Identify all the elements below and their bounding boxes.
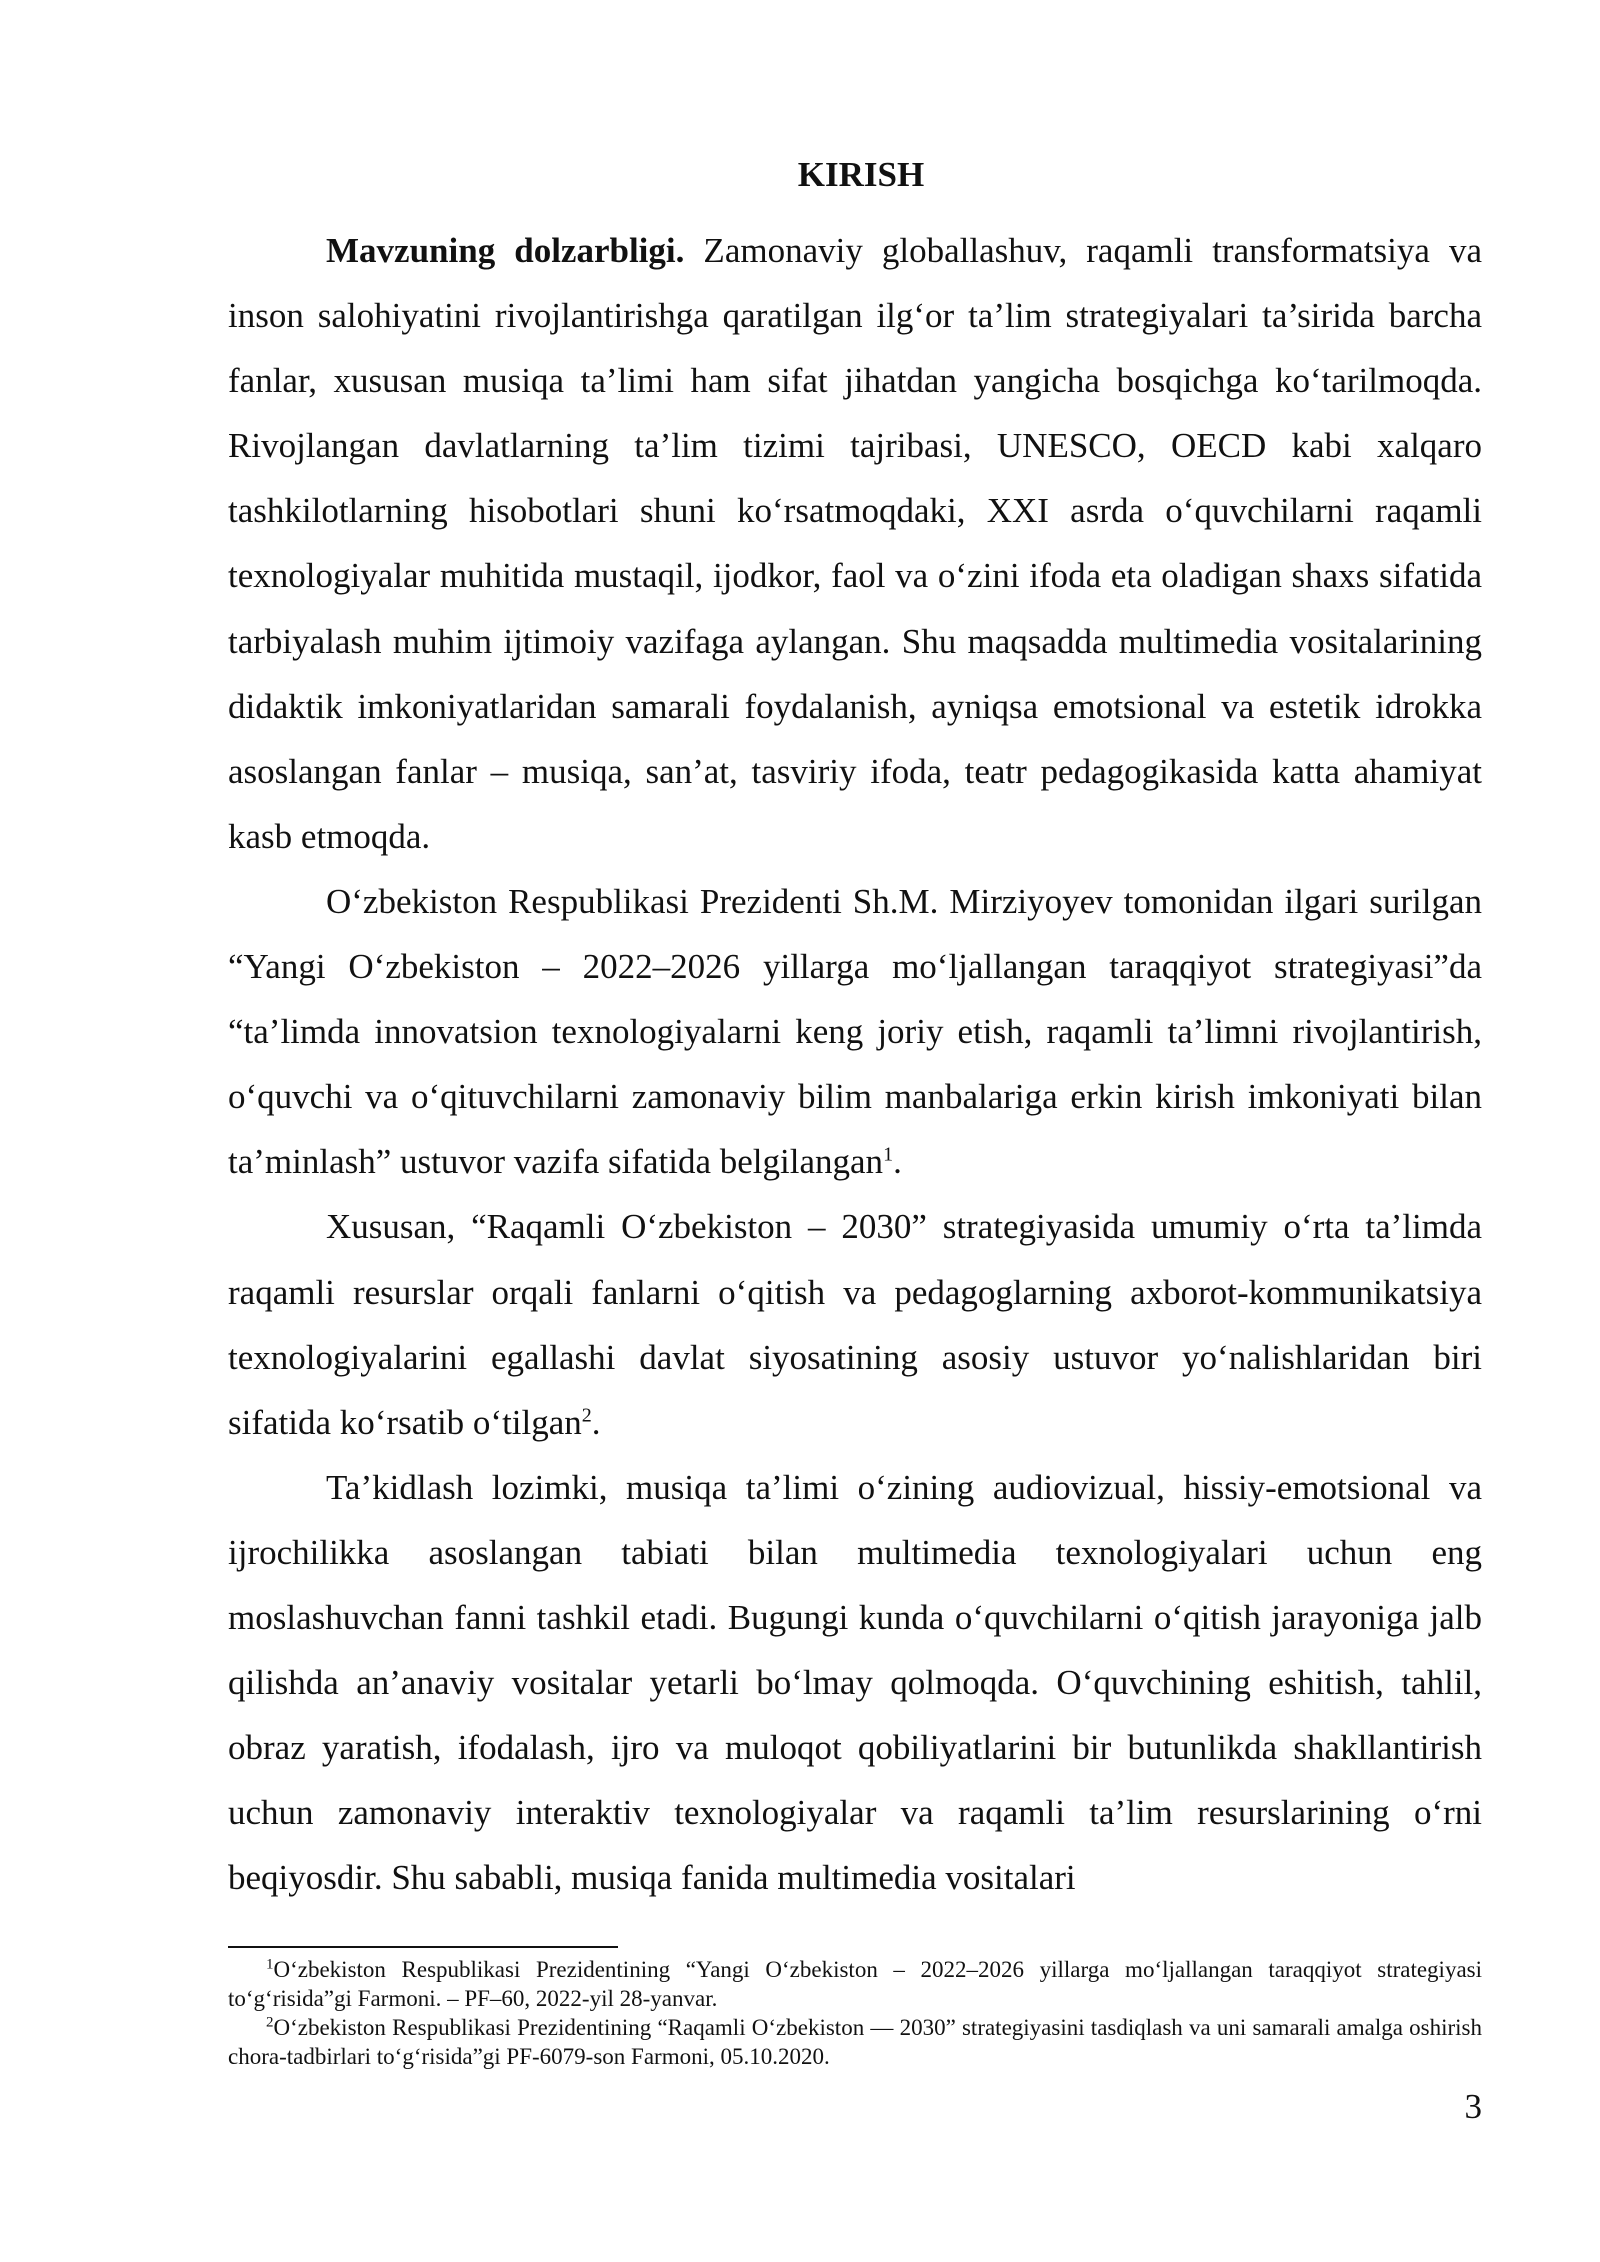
footnote-separator <box>228 1946 618 1948</box>
paragraph-tail: . <box>591 1402 601 1442</box>
footnote-reference[interactable]: 1 <box>883 1143 894 1166</box>
paragraph-lead: Mavzuning dolzarbligi. <box>326 231 685 270</box>
footnote-mark: 1 <box>266 1956 274 1973</box>
footnotes <box>228 1955 1482 2071</box>
section-heading: KIRISH <box>797 155 925 194</box>
paragraph-text: Xususan, “Raqamli O‘zbekiston – 2030” strategiyasida umumiy o‘rta ta’limda raqamli resurslar orqali fanlarni o‘qitish va pedagoglarning axborot-kommunikatsiya texnologiyalarini egallashi davlat siyosatining asosiy ustuvor yo‘nalishlaridan biri sifatida ko‘rsatib o‘tilgan <box>228 1207 1482 1442</box>
body-text <box>228 218 1482 1910</box>
paragraph-tail: . <box>893 1142 902 1182</box>
paragraph-digital-uzbekistan-2030 <box>228 1194 1482 1454</box>
page-number: 3 <box>1464 2087 1482 2126</box>
footnote-text: O‘zbekiston Respublikasi Prezidentining “Yangi O‘zbekiston – 2022–2026 yillarga mo‘ljallangan taraqqiyot strategiyasi to‘g‘risida”gi Farmoni. – PF–60, 2022-yil 28-yanvar. <box>228 1957 1482 2011</box>
paragraph-strategy-2022-2026 <box>228 869 1482 1194</box>
paragraph-relevance <box>228 218 1482 869</box>
footnote-reference[interactable]: 2 <box>581 1404 592 1427</box>
footnote-text: O‘zbekiston Respublikasi Prezidentining “Raqamli O‘zbekiston — 2030” strategiyasini tasdiqlash va uni samarali amalga oshirish chora-tadbirlari to‘g‘risida”gi PF-6079-son Farmoni, 05.10.2020. <box>228 2015 1482 2069</box>
footnote-1 <box>228 1955 1482 2013</box>
paragraph-text: Ta’kidlash lozimki, musiqa ta’limi o‘zining audiovizual, hissiy-emotsional va ijrochilikka asoslangan tabiati bilan multimedia texnologiyalari uchun eng moslashuvchan fanni tashkil etadi. Bugungi kunda o‘quvchilarni o‘qitish jarayoniga jalb qilishda an’anaviy vositalar yetarli bo‘lmay qolmoqda. O‘quvchining eshitish, tahlil, obraz yaratish, ifodalash, ijro va muloqot qobiliyatlarini bir butunlikda shakllantirish uchun zamonaviy interaktiv texnologiyalar va raqamli ta’lim resurslarining o‘rni beqiyosdir. Shu sababli, musiqa fanida multimedia vositalari <box>228 1467 1482 1898</box>
paragraph-text: Zamonaviy globallashuv, raqamli transformatsiya va inson salohiyatini rivojlantirishga qaratilgan ilg‘or ta’lim strategiyalari ta’sirida barcha fanlar, xususan musiqa ta’limi ham sifat jihatdan yangicha bosqichga ko‘tarilmoqda. Rivojlangan davlatlarning ta’lim tizimi tajribasi, UNESCO, OECD kabi xalqaro tashkilotlarning hisobotlari shuni ko‘rsatmoqdaki, XXI asrda o‘quvchilarni raqamli texnologiyalar muhitida mustaqil, ijodkor, faol va o‘zini ifoda eta oladigan shaxs sifatida tarbiyalash muhim ijtimoiy vazifaga aylangan. Shu maqsadda multimedia vositalarining didaktik imkoniyatlaridan samarali foydalanish, ayniqsa emotsional va estetik idrokka asoslangan fanlar – musiqa, san’at, tasviriy ifoda, teatr pedagogikasida katta ahamiyat kasb etmoqda. <box>228 231 1482 856</box>
footnote-mark: 2 <box>266 2014 274 2031</box>
paragraph-music-education <box>228 1455 1482 1911</box>
footnote-2 <box>228 2013 1482 2071</box>
paragraph-text: O‘zbekiston Respublikasi Prezidenti Sh.M. Mirziyoyev tomonidan ilgari surilgan “Yangi O‘zbekiston – 2022–2026 yillarga mo‘ljallangan taraqqiyot strategiyasi”da “ta’limda innovatsion texnologiyalarni keng joriy etish, raqamli ta’limni rivojlantirish, o‘quvchi va o‘qituvchilarni zamonaviy bilim manbalariga erkin kirish imkoniyati bilan ta’minlash” ustuvor vazifa sifatida belgilangan <box>228 881 1482 1182</box>
